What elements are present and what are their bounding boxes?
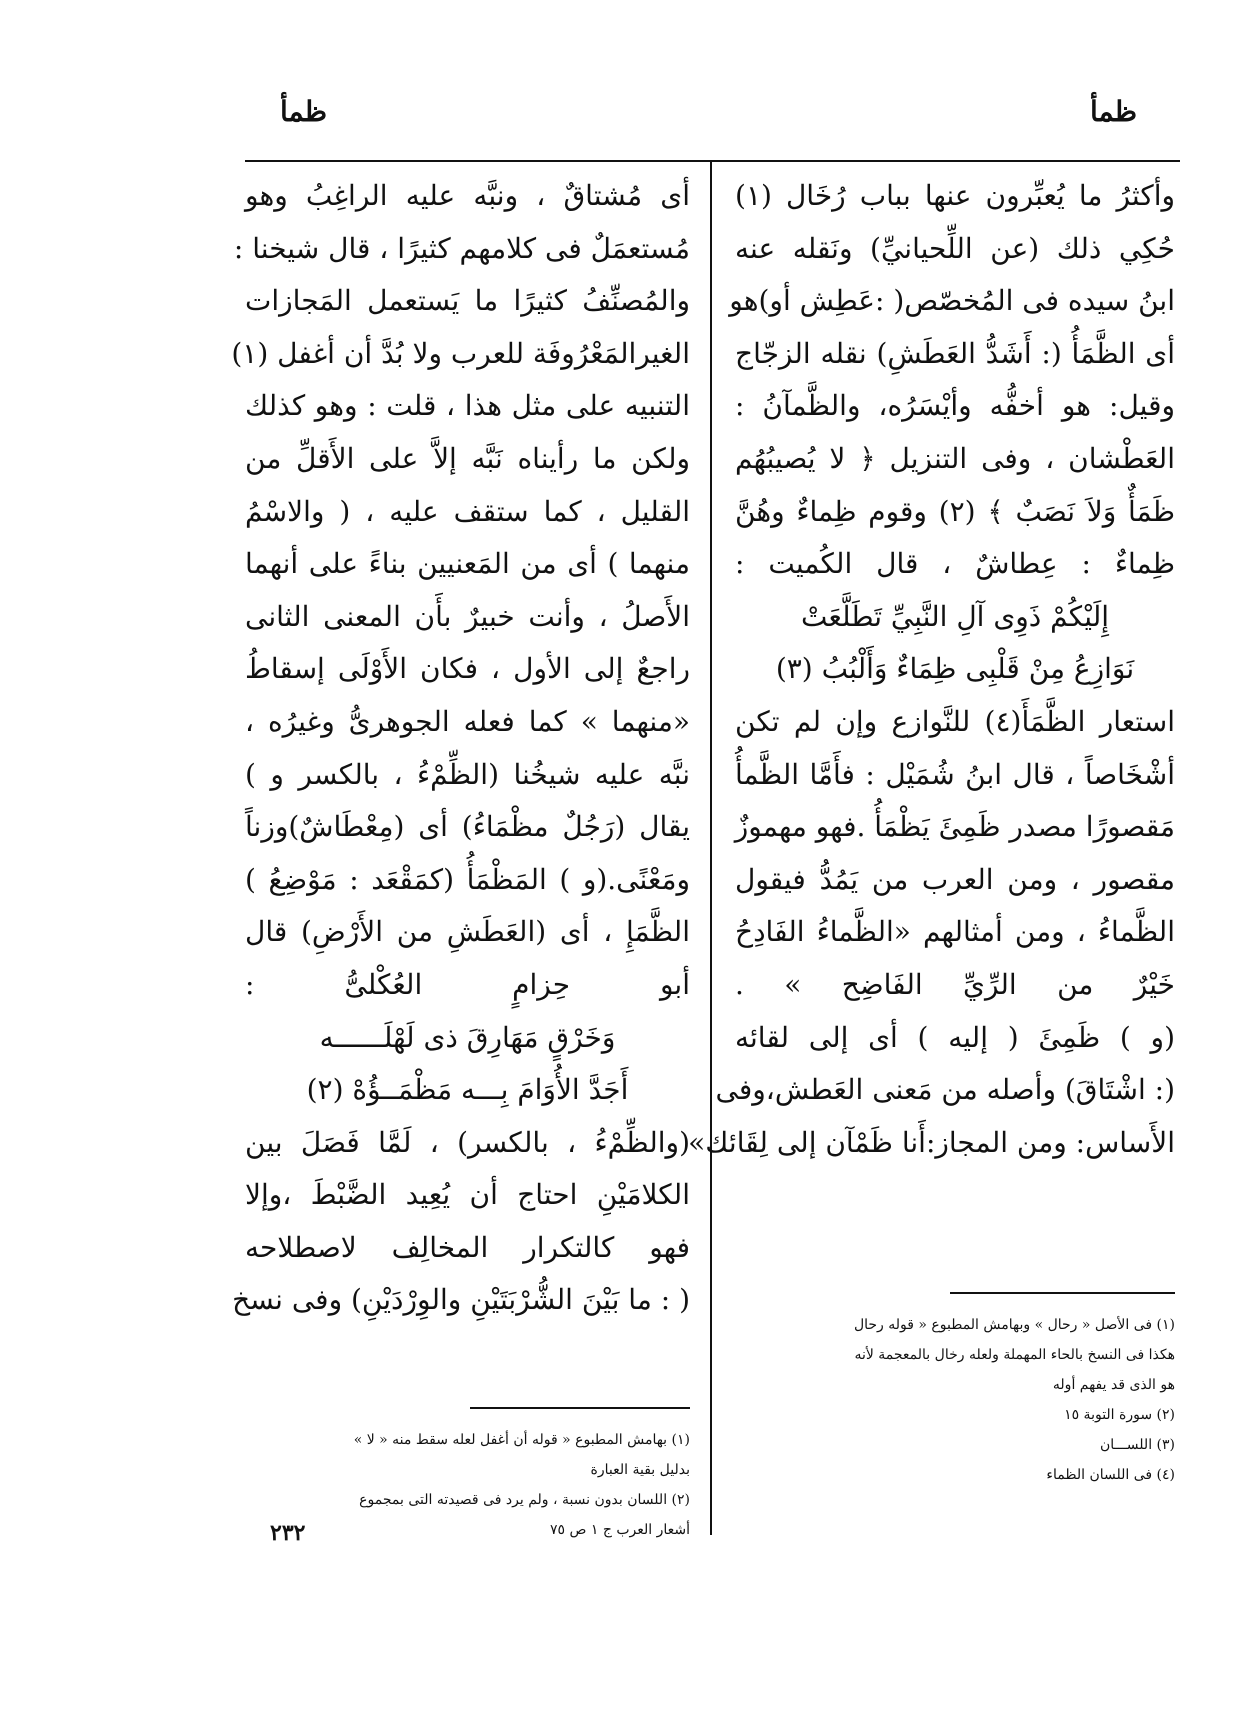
running-head-right: ظمأ (1090, 95, 1138, 128)
text-line: منهما ) أى من المَعنيين بناءً على أنهما (245, 547, 690, 581)
footnote-line: هو الذى قد يفهم أوله (1052, 1377, 1175, 1393)
footnote-line: (٢) اللسان بدون نسبة ، ولم يرد فى قصيدته التى بمجموع (359, 1492, 690, 1508)
right-footnotes (735, 1310, 1175, 1490)
text-line: مُستعمَلٌ فى كلامهم كثيرًا ، قال شيخنا : (233, 231, 690, 265)
footnote-rule-right (950, 1292, 1175, 1294)
text-line: الأَساس: ومن المجاز:أَنا ظَمْآن إلى لِقَائك» (688, 1125, 1175, 1159)
text-line: والمُصنِّفُ كثيرًا ما يَستعمل المَجازات (245, 284, 690, 318)
footnote-line: (١) فى الأصل « رحال » وبهامش المطبوع « قوله رحال (853, 1317, 1175, 1333)
text-line: خَيْرٌ من الرِّيِّ الفَاضِح » . (735, 967, 1175, 1001)
left-footnotes (245, 1425, 690, 1545)
text-line: ابنُ سيده فى المُخصّص( :عَطِش أو)هو (729, 284, 1175, 318)
text-line: أى الظَّمَأُ (: أَشَدُّ العَطَشِ) نقله الزجّاج (735, 336, 1175, 370)
text-line: ظِماءٌ : عِطاشٌ ، قال الكُميت : (735, 547, 1175, 581)
text-line: الأَصلُ ، وأنت خبيرٌ بأَن المعنى الثانى (245, 599, 690, 633)
running-head-left: ظمأ (280, 95, 328, 128)
text-line: وَخَرْقٍ مَهَارِقَ ذى لَهْلَــــــه (319, 1020, 616, 1054)
footnote-line: (٣) اللســـان (1099, 1437, 1175, 1453)
text-line: «منهما » كما فعله الجوهرىُّ وغيرُه ، (245, 704, 690, 738)
footnote-line: (٤) فى اللسان الظماء (1046, 1467, 1175, 1483)
text-line: وأكثرُ ما يُعبِّرون عنها بباب رُخَال (١) (735, 179, 1175, 212)
text-line: التنبيه على مثل هذا ، قلت : وهو كذلك (245, 389, 690, 423)
text-line: نبَّه عليه شيخُنا (الظِّمْءُ ، بالكسر و ) (245, 757, 690, 791)
text-line: العَطْشان ، وفى التنزيل ﴿ لا يُصيبُهُم (735, 441, 1175, 475)
text-line: (و ) ظَمِئَ ( إليه ) أى إلى لقائه (735, 1020, 1175, 1054)
text-line: وقيل: هو أخفُّه وأيْسَرُه، والظَّمآنُ : (735, 389, 1175, 423)
right-column-text (688, 170, 1175, 1169)
text-line: نَوَازِعُ مِنْ قَلْبِى ظِمَاءٌ وَأَلْبُبُ (٣) (775, 652, 1135, 686)
header-rule (245, 160, 1180, 162)
text-line: ظَمَأٌ وَلاَ نَصَبٌ ﴾ (٢) وقوم ظِماءٌ وهُنَّ (735, 494, 1175, 528)
footnote-rule-left (470, 1407, 690, 1409)
text-line: راجعٌ إلى الأول ، فكان الأَوْلَى إسقاطُ (245, 652, 690, 686)
footnote-line: أشعار العرب ج ١ ص ٧٥ (549, 1522, 690, 1538)
text-line: مقصور ، ومن العرب من يَمُدُّ فيقول (735, 862, 1175, 896)
text-line: إِلَيْكُمْ ذَوِى آلِ النَّبِيِّ تَطَلَّعَتْ (800, 599, 1110, 633)
text-line: الظَّماءُ ، ومن أمثالهم «الظَّماءُ الفَادِحُ (735, 915, 1175, 949)
text-line: مَقصورًا مصدر ظَمِئَ يَظْمَأُ .فهو مهموزٌ (734, 810, 1175, 844)
text-line: القليل ، كما ستقف عليه ، ( والاسْمُ (245, 494, 690, 528)
text-line: استعار الظَّمَأَ(٤) للنَّوازع وإن لم تكن (735, 704, 1175, 738)
text-line: حُكِي ذلك (عن اللِّحيانيِّ) ونَقله عنه (735, 231, 1175, 265)
left-column-text (231, 170, 690, 1327)
text-line: أبو حِزامٍ العُكْلىُّ : (245, 967, 690, 1001)
column-divider (710, 160, 712, 1535)
footnote-line: (١) بهامش المطبوع « قوله أن أغفل لعله سقط منه « لا » (353, 1432, 690, 1448)
page-number: ٢٣٢ (270, 1520, 306, 1546)
footnote-line: هكذا فى النسخ بالحاء المهملة ولعله رخال بالمعجمة لأنه (854, 1347, 1175, 1363)
text-line: ولكن ما رأيناه نَبَّه إلاَّ على الأَقلِّ من (245, 441, 690, 475)
text-line: يقال (رَجُلٌ مظْمَاءُ) أى (مِعْطَاشٌ)وزناً (245, 810, 690, 844)
text-line: أشْخَاصاً ، قال ابنُ شُمَيْل : فأَمَّا الظَّمأُ (735, 757, 1175, 791)
footnote-line: بدليل بقية العبارة (590, 1462, 690, 1478)
text-line: فهو كالتكرار المخالِف لاصطلاحه (245, 1230, 690, 1264)
text-line: (والظِّمْءُ ، بالكسر) ، لَمَّا فَصَلَ بين (245, 1125, 690, 1159)
text-line: الظَّمَإِ ، أى (العَطَشِ من الأَرْضِ) قال (245, 915, 690, 949)
text-line: ( : ما بَيْنَ الشُّرْبَتَيْنِ والوِرْدَيْنِ) وفى نسخ (232, 1283, 690, 1317)
footnote-line: (٢) سورة التوبة ١٥ (1064, 1407, 1175, 1423)
text-line: ومَعْنًى.(و ) المَظْمَأُ (كمَقْعَد : مَوْضِعُ ) (245, 862, 690, 896)
text-line: (: اشْتَاقَ) وأصله من مَعنى العَطش،وفى (715, 1073, 1175, 1107)
text-line: الغيرالمَعْرُوفَة للعرب ولا بُدَّ أن أغفل (١) (231, 336, 690, 370)
text-line: أَجَدَّ الأُوَامَ بِـــه مَظْمَــؤُهْ (٢) (306, 1073, 629, 1107)
text-line: الكلامَيْنِ احتاج أن يُعِيد الضَّبْطَ ،وإلا (245, 1178, 690, 1212)
text-line: أى مُشتاقٌ ، ونبَّه عليه الراغِبُ وهو (245, 179, 690, 212)
